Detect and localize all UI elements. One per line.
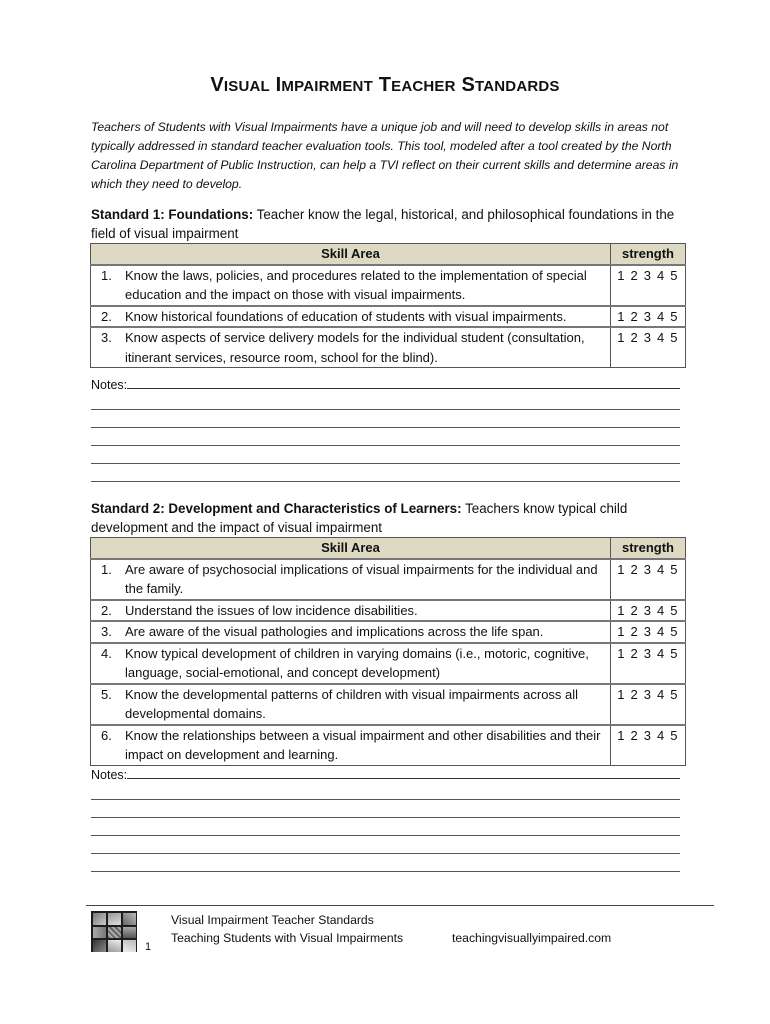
table-row (91, 327, 686, 368)
table-row (91, 265, 686, 306)
notes-line[interactable] (127, 778, 680, 779)
strength-rating[interactable]: 1 2 3 4 5 (611, 306, 686, 328)
skill-cell: 3. Know aspects of service delivery models for the individual student (consultation, itinerant services, resource room, school for the blind). (91, 327, 611, 368)
table-row (91, 643, 686, 684)
column-header-skill-area: Skill Area (91, 538, 611, 559)
notes-line[interactable] (91, 800, 680, 818)
title-word: TEACHER (378, 74, 456, 96)
strength-rating[interactable]: 1 2 3 4 5 (611, 327, 686, 368)
footer-subtitle: Teaching Students with Visual Impairments (171, 931, 404, 945)
column-header-strength: strength (611, 538, 686, 559)
notes-line[interactable] (91, 446, 680, 464)
notes-line[interactable] (91, 464, 680, 482)
notes-line[interactable] (127, 388, 680, 389)
table-header-row (91, 244, 686, 265)
page-title (0, 74, 770, 97)
skill-cell: 4. Know typical development of children in varying domains (i.e., motoric, cognitive, language, social-emotional, and concept development) (91, 643, 611, 684)
photo-collage-logo-icon (91, 911, 137, 952)
title-word: VISUAL (210, 74, 270, 96)
standard-1-heading (91, 205, 691, 243)
notes-line[interactable] (91, 854, 680, 872)
notes-label: Notes: (91, 768, 128, 782)
skill-cell: 1. Are aware of psychosocial implications of visual impairments for the individual and the family. (91, 559, 611, 600)
notes-label: Notes: (91, 378, 128, 392)
skill-cell: 3. Are aware of the visual pathologies and implications across the life span. (91, 621, 611, 643)
notes-line[interactable] (91, 392, 680, 410)
skill-cell: 6. Know the relationships between a visual impairment and other disabilities and their impact on development and learning. (91, 725, 611, 766)
standard-1-notes[interactable] (91, 374, 680, 482)
footer-url[interactable]: teachingvisuallyimpaired.com (452, 931, 612, 945)
footer-title: Visual Impairment Teacher Standards (171, 913, 374, 927)
intro-paragraph: Teachers of Students with Visual Impairments have a unique job and will need to develop skills in areas not typically addressed in standard teacher evaluation tools. This tool, modeled after a tool created by the North Carolina Department of Public Instruction, can help a TVI reflect on their current skills and determine areas in which they need to develop. (91, 120, 679, 191)
skill-cell: 5. Know the developmental patterns of children with visual impairments across all developmental domains. (91, 684, 611, 725)
notes-line[interactable] (91, 818, 680, 836)
notes-line[interactable] (91, 410, 680, 428)
footer-divider (86, 905, 714, 906)
skill-cell: 1. Know the laws, policies, and procedures related to the implementation of special education and the impact on those with visual impairments. (91, 265, 611, 306)
strength-rating[interactable]: 1 2 3 4 5 (611, 643, 686, 684)
standard-2-table (90, 537, 686, 766)
table-row (91, 621, 686, 643)
table-row (91, 600, 686, 622)
table-row (91, 306, 686, 328)
table-row (91, 684, 686, 725)
table-row (91, 725, 686, 766)
strength-rating[interactable]: 1 2 3 4 5 (611, 600, 686, 622)
standard-2-heading (91, 499, 691, 537)
table-header-row (91, 538, 686, 559)
strength-rating[interactable]: 1 2 3 4 5 (611, 725, 686, 766)
skill-cell: 2. Know historical foundations of education of students with visual impairments. (91, 306, 611, 328)
standard-label: Standard 1: Foundations: (91, 207, 254, 222)
table-row (91, 559, 686, 600)
skill-cell: 2. Understand the issues of low incidence disabilities. (91, 600, 611, 622)
standard-description: Teachers know typical child development and the impact of visual impairment (91, 501, 628, 535)
strength-rating[interactable]: 1 2 3 4 5 (611, 559, 686, 600)
standard-description: Teacher know the legal, historical, and philosophical foundations in the field of visual impairment (91, 207, 675, 241)
strength-rating[interactable]: 1 2 3 4 5 (611, 621, 686, 643)
standard-label: Standard 2: Development and Characteristics of Learners: (91, 501, 462, 516)
strength-rating[interactable]: 1 2 3 4 5 (611, 265, 686, 306)
page-number: 1 (145, 941, 152, 953)
notes-line[interactable] (91, 782, 680, 800)
notes-line[interactable] (91, 428, 680, 446)
standard-2-notes[interactable] (91, 764, 680, 872)
notes-line[interactable] (91, 836, 680, 854)
column-header-strength: strength (611, 244, 686, 265)
title-word: IMPAIRMENT (275, 74, 373, 96)
strength-rating[interactable]: 1 2 3 4 5 (611, 684, 686, 725)
title-word: STANDARDS (461, 74, 560, 96)
footer-text (171, 911, 403, 947)
standard-1-table (90, 243, 686, 368)
column-header-skill-area: Skill Area (91, 244, 611, 265)
